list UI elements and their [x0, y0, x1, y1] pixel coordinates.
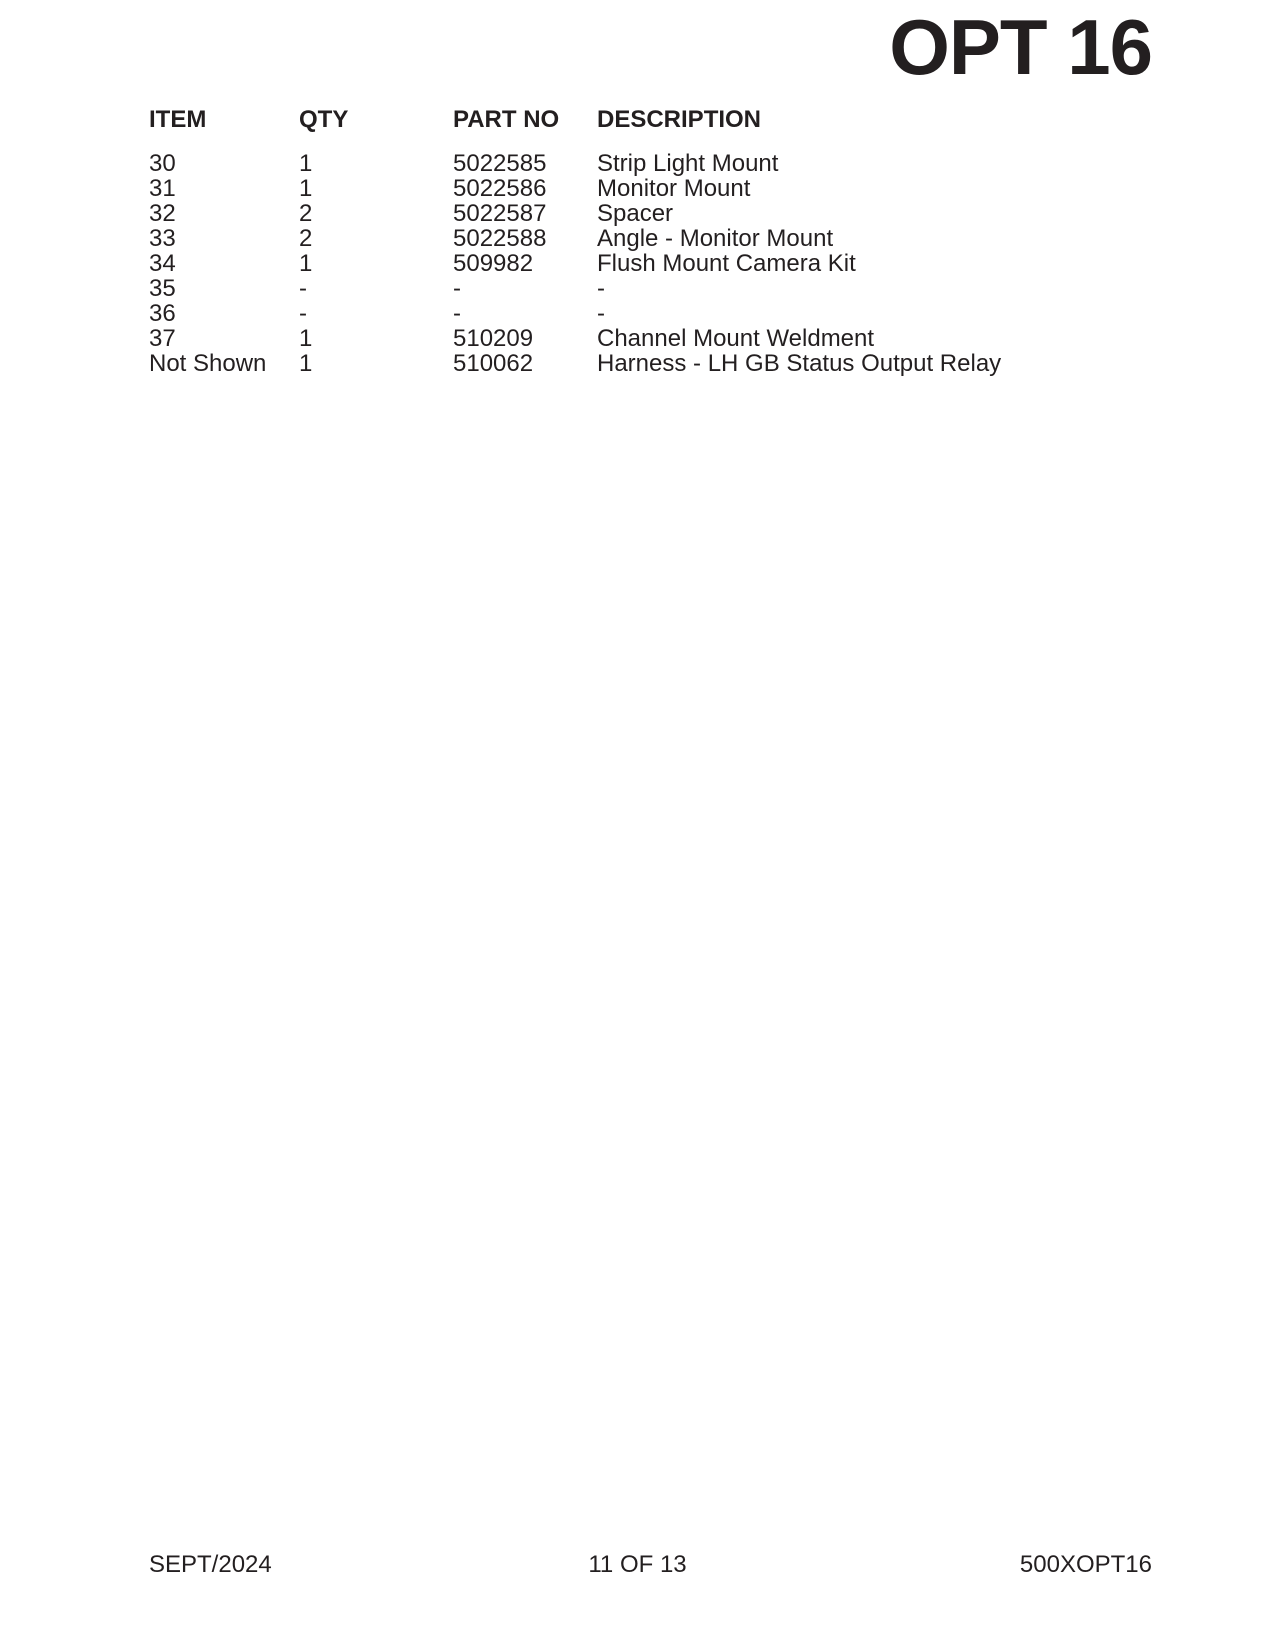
cell-description: Strip Light Mount: [597, 150, 779, 177]
cell-item: 37: [149, 325, 176, 352]
cell-qty: 1: [299, 250, 313, 277]
cell-item: 33: [149, 225, 176, 252]
cell-qty: -: [299, 300, 307, 327]
cell-item: 32: [149, 200, 176, 227]
cell-qty: 1: [299, 150, 313, 177]
cell-description: Channel Mount Weldment: [597, 325, 875, 352]
table-row: [149, 351, 1129, 376]
cell-qty: 2: [299, 225, 313, 252]
table-row: [149, 226, 1129, 251]
cell-description: Flush Mount Camera Kit: [597, 250, 856, 277]
cell-item: Not Shown: [149, 350, 267, 377]
table-body: [149, 151, 1129, 376]
cell-item: 35: [149, 275, 176, 302]
parts-table: [149, 105, 1129, 376]
table-header: [149, 105, 1129, 135]
cell-part-no: 510209: [453, 325, 534, 352]
cell-part-no: 5022586: [453, 175, 547, 202]
cell-part-no: -: [453, 275, 461, 302]
table-row: [149, 176, 1129, 201]
cell-description: Spacer: [597, 200, 674, 227]
cell-description: -: [597, 300, 605, 327]
cell-item: 30: [149, 150, 176, 177]
header-part-no: PART NO: [453, 106, 560, 133]
cell-part-no: 5022585: [453, 150, 547, 177]
cell-qty: -: [299, 275, 307, 302]
table-row: [149, 301, 1129, 326]
cell-item: 36: [149, 300, 176, 327]
cell-qty: 1: [299, 325, 313, 352]
header-description: DESCRIPTION: [597, 106, 762, 133]
cell-qty: 1: [299, 350, 313, 377]
cell-part-no: -: [453, 300, 461, 327]
table-row: [149, 251, 1129, 276]
header-item: ITEM: [149, 106, 207, 133]
cell-qty: 1: [299, 175, 313, 202]
table-row: [149, 276, 1129, 301]
table-row: [149, 201, 1129, 226]
cell-description: -: [597, 275, 605, 302]
cell-item: 34: [149, 250, 176, 277]
cell-part-no: 5022587: [453, 200, 547, 227]
header-qty: QTY: [299, 106, 349, 133]
cell-part-no: 509982: [453, 250, 534, 277]
table-row: [149, 151, 1129, 176]
table-row: [149, 326, 1129, 351]
footer-page-number: 11 OF 13: [588, 1551, 687, 1578]
cell-part-no: 5022588: [453, 225, 547, 252]
cell-description: Angle - Monitor Mount: [597, 225, 834, 252]
cell-qty: 2: [299, 200, 313, 227]
cell-part-no: 510062: [453, 350, 534, 377]
cell-item: 31: [149, 175, 176, 202]
cell-description: Harness - LH GB Status Output Relay: [597, 350, 1002, 377]
footer-doc-code: 500XOPT16: [1019, 1551, 1152, 1578]
page-title: OPT 16: [889, 3, 1152, 91]
footer-date: SEPT/2024: [149, 1551, 272, 1578]
cell-description: Monitor Mount: [597, 175, 751, 202]
